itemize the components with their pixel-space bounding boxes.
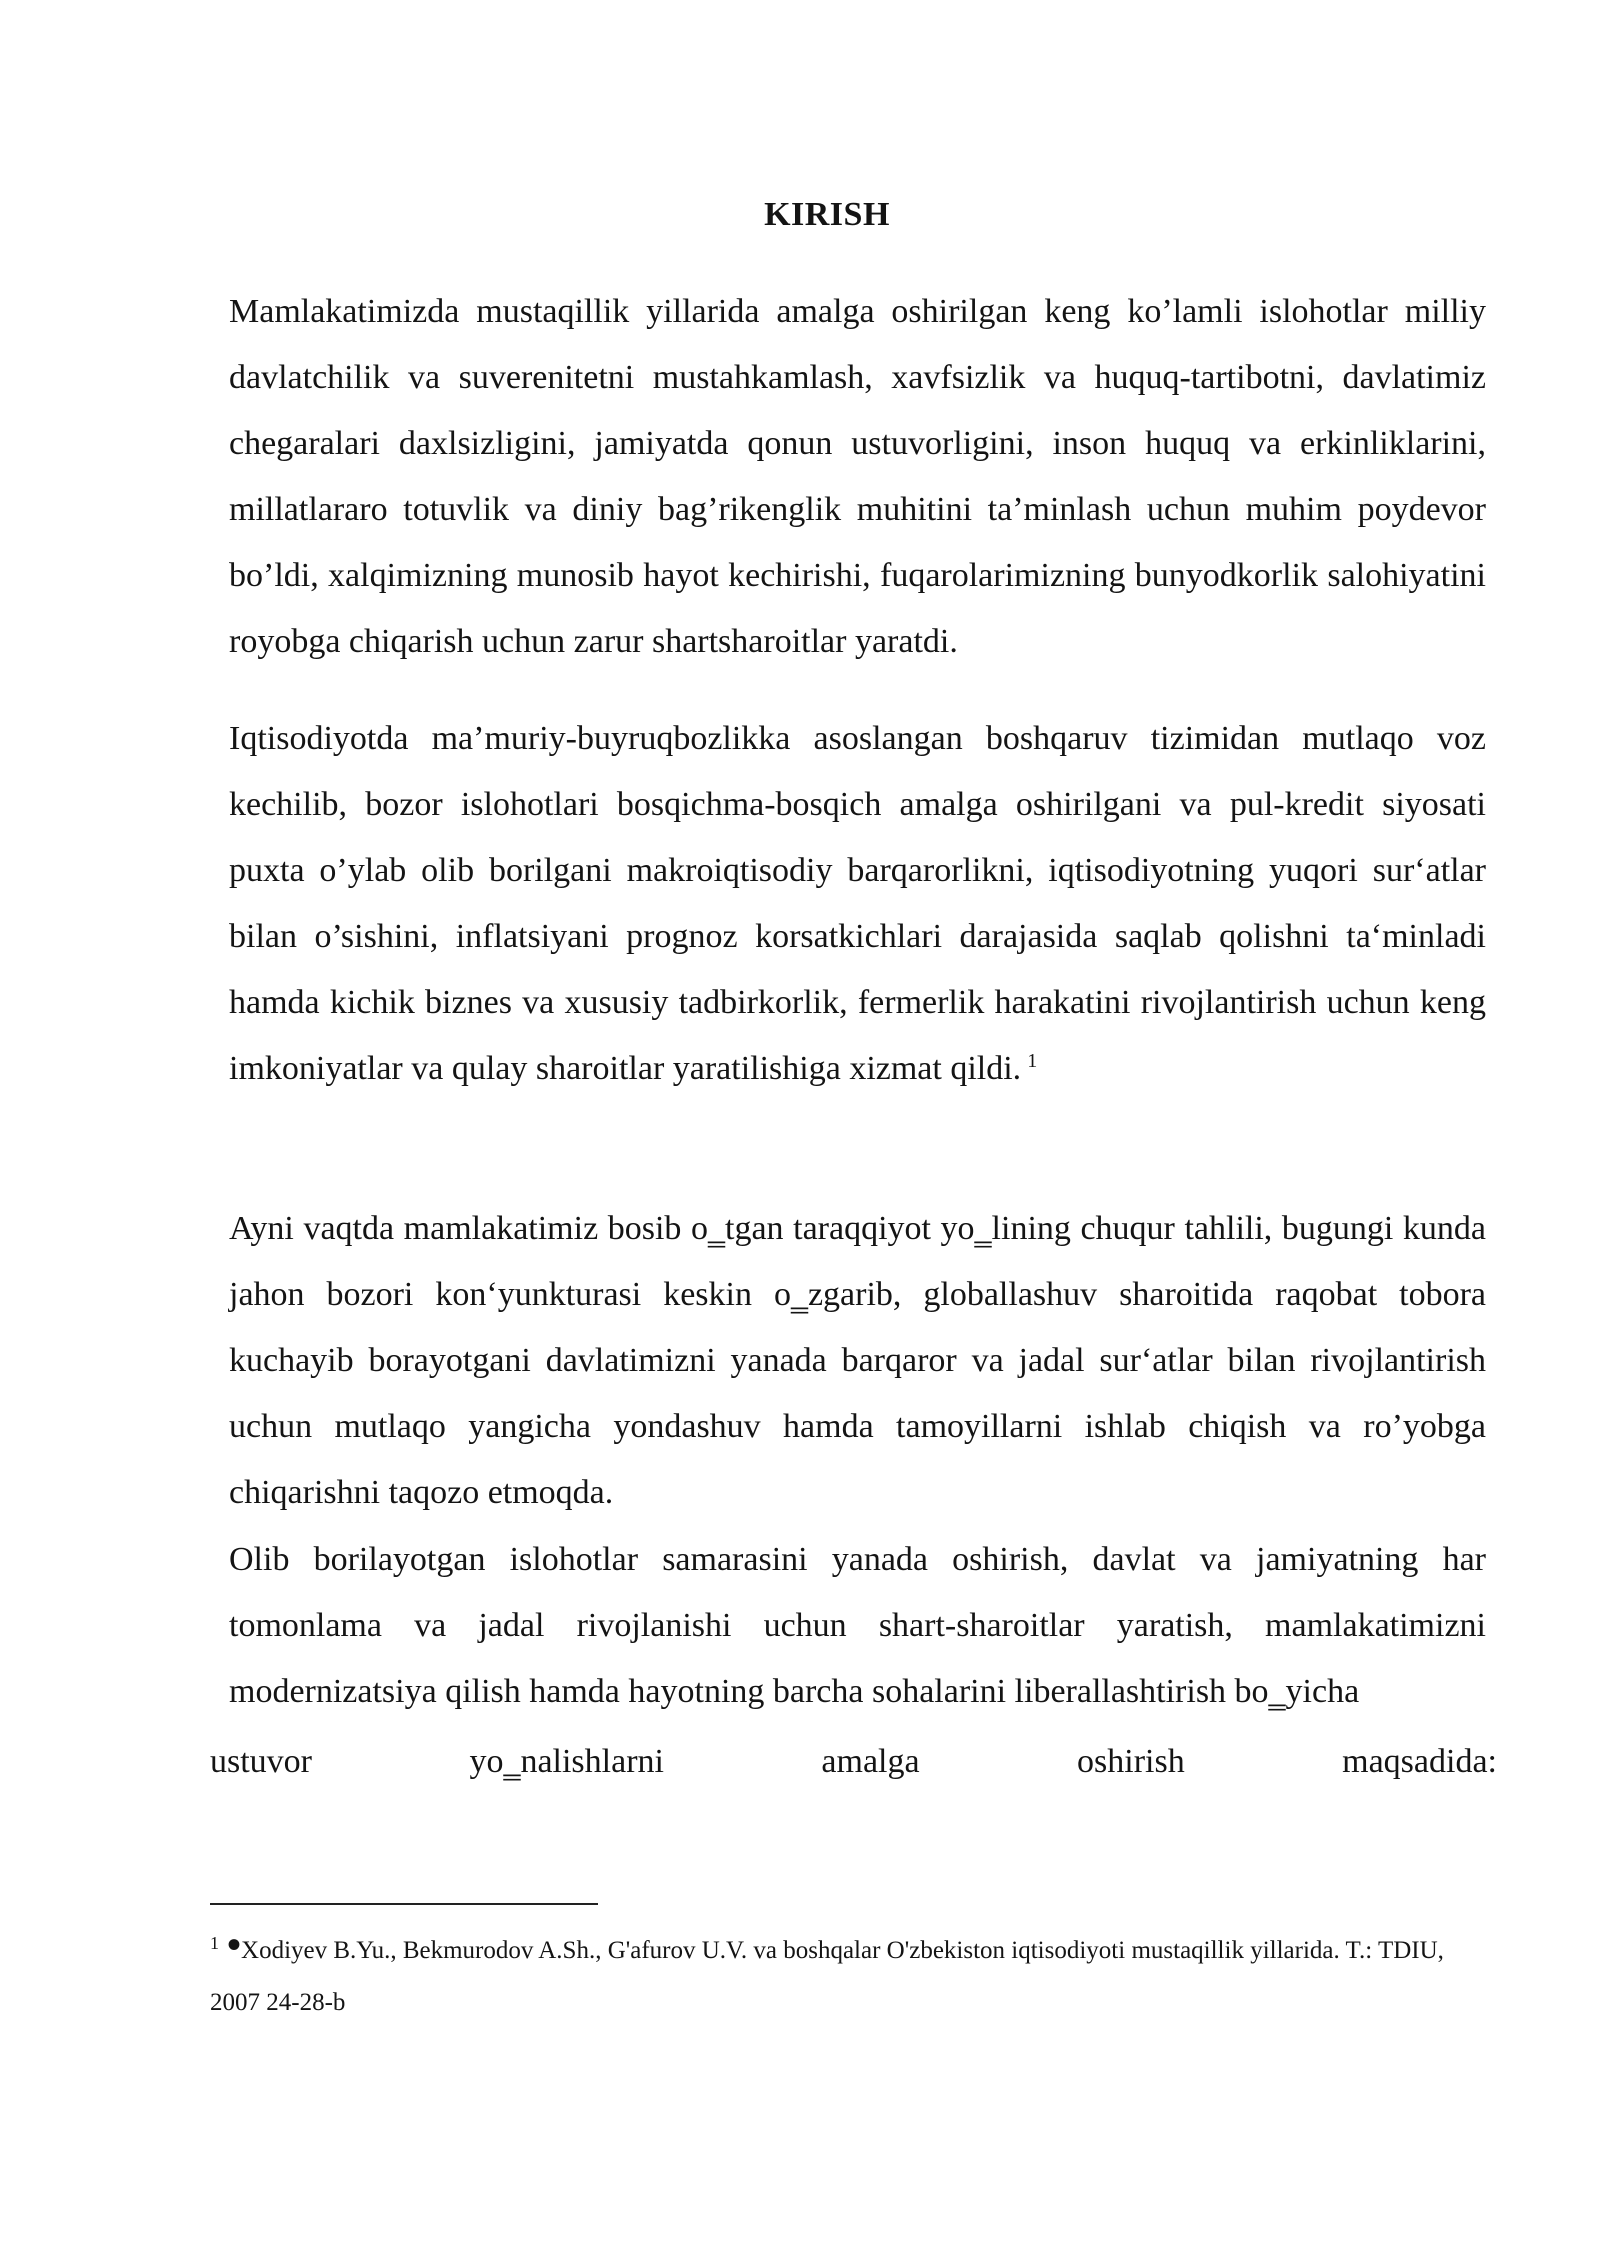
- last-line-word: oshirish: [1077, 1743, 1185, 1780]
- paragraph-4: [229, 1527, 1486, 1725]
- paragraph-3: [229, 1196, 1486, 1526]
- footnote-marker: 1: [210, 1932, 219, 1953]
- paragraph-4-last-line: [210, 1729, 1497, 1795]
- last-line-word: yo‗nalishlarni: [469, 1743, 664, 1780]
- paragraph-1-text: Mamlakatimizda mustaqillik yillarida amalga oshirilgan keng ko’lamli islohotlar milliy davlatchilik va suverenitetni mustahkamlash, xavfsizlik va huquq-tartibotni, davlatimiz chegaralari daxlsizligini, jamiyatda qonun ustuvorligini, inson huquq va erkinliklarini, millatlararo totuvlik va diniy bag’rikenglik muhitini ta’minlash uchun muhim poydevor bo’ldi, xalqimizning munosib hayot kechirishi, fuqarolarimizning bunyodkorlik salohiyatini royobga chiqarish uchun zarur shartsharoitlar yaratdi.: [229, 293, 1486, 660]
- footnote-text: Xodiyev B.Yu., Bekmurodov A.Sh., G'afurov U.V. va boshqalar O'zbekiston iqtisodiyoti mustaqillik yillarida. T.: TDIU, 2007 24-28-b: [210, 1937, 1444, 2016]
- footnote: [210, 1922, 1497, 2029]
- footnote-separator: [210, 1903, 598, 1905]
- paragraph-2-text: Iqtisodiyotda ma’muriy-buyruqbozlikka asoslangan boshqaruv tizimidan mutlaqo voz kechilib, bozor islohotlari bosqichma-bosqich amalga oshirilgani va pul-kredit siyosati puxta o’ylab olib borilgani makroiqtisodiy barqarorlikni, iqtisodiyotning yuqori sur‘atlar bilan o’sishini, inflatsiyani prognoz korsatkichlari darajasida saqlab qolishni ta‘minladi hamda kichik biznes va xususiy tadbirkorlik, fermerlik harakatini rivojlantirish uchun keng imkoniyatlar va qulay sharoitlar yaratilishiga xizmat qildi.: [229, 720, 1486, 1087]
- footnote-reference[interactable]: 1: [1027, 1049, 1038, 1072]
- last-line-word: amalga: [821, 1743, 920, 1780]
- paragraph-3-text: Ayni vaqtda mamlakatimiz bosib o‗tgan taraqqiyot yo‗lining chuqur tahlili, bugungi kunda jahon bozori kon‘yunkturasi keskin o‗zgarib, globallashuv sharoitida raqobat tobora kuchayib borayotgani davlatimizni yanada barqaror va jadal sur‘atlar bilan rivojlantirish uchun mutlaqo yangicha yondashuv hamda tamoyillarni ishlab chiqish va ro’yobga chiqarishni taqozo etmoqda.: [229, 1210, 1486, 1511]
- paragraph-1: [229, 279, 1486, 675]
- footnote-bullet: •: [227, 1922, 242, 1967]
- section-title: KIRISH: [764, 196, 890, 233]
- last-line-word: ustuvor: [210, 1743, 312, 1780]
- paragraph-2: [229, 706, 1486, 1102]
- last-line-word: maqsadida:: [1342, 1743, 1497, 1780]
- paragraph-4-text: Olib borilayotgan islohotlar samarasini yanada oshirish, davlat va jamiyatning har tomonlama va jadal rivojlanishi uchun shart-sharoitlar yaratish, mamlakatimizni modernizatsiya qilish hamda hayotning barcha sohalarini liberallashtirish bo‗yicha: [229, 1541, 1486, 1710]
